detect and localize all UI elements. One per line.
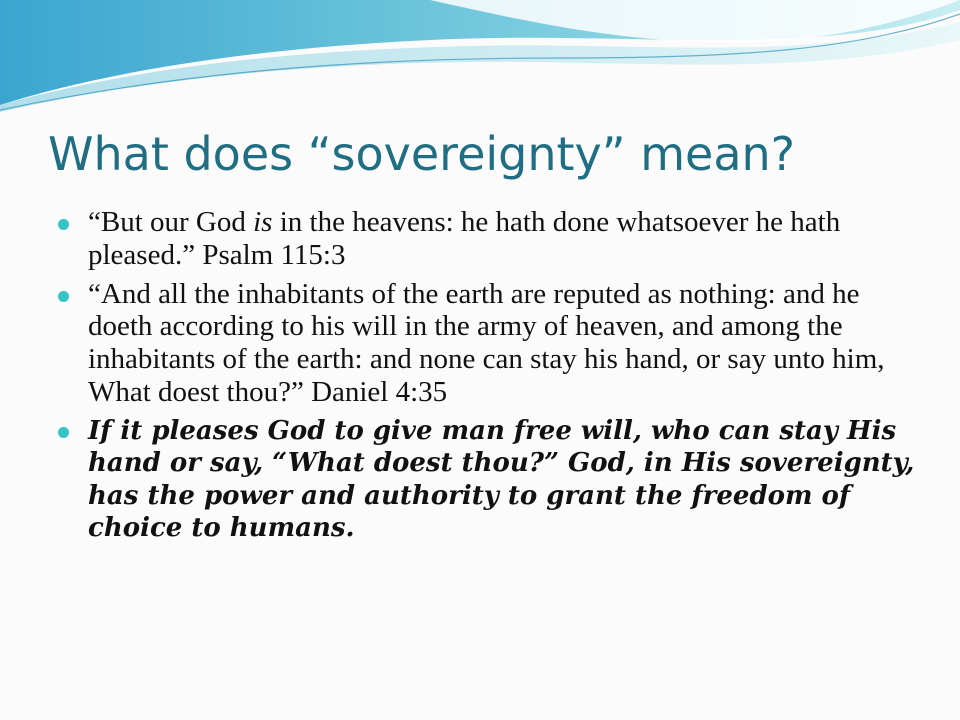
bullet-list: [58, 206, 918, 551]
bullet-item-daniel: [58, 278, 918, 409]
bullet-text-before: “But our God: [88, 206, 254, 238]
bullet-item-conclusion: [58, 415, 918, 545]
bullet-text-italic: is: [253, 206, 273, 238]
bullet-dot-icon: [58, 219, 69, 230]
bullet-text-after: in the heavens: he hath done whatsoever he hath pleased.” Psalm 115:3: [88, 206, 841, 271]
bullet-text: “And all the inhabitants of the earth are reputed as nothing: and he doeth according to his will in the army of heaven, and among the inhabitants of the earth: and none can stay his hand, or say unto him, What doest thou?” Daniel 4:35: [88, 277, 885, 408]
slide-title: What does “sovereignty” mean?: [48, 127, 796, 181]
bullet-item-psalm: [58, 206, 918, 272]
bullet-text: If it pleases God to give man free will, who can stay His hand or say, “What doest thou?” God, in His sovereignty, has the power and authority to grant the freedom of choice to humans.: [88, 415, 915, 544]
decorative-wave-header: [0, 0, 960, 120]
bullet-dot-icon: [58, 427, 69, 438]
bullet-dot-icon: [58, 291, 69, 302]
